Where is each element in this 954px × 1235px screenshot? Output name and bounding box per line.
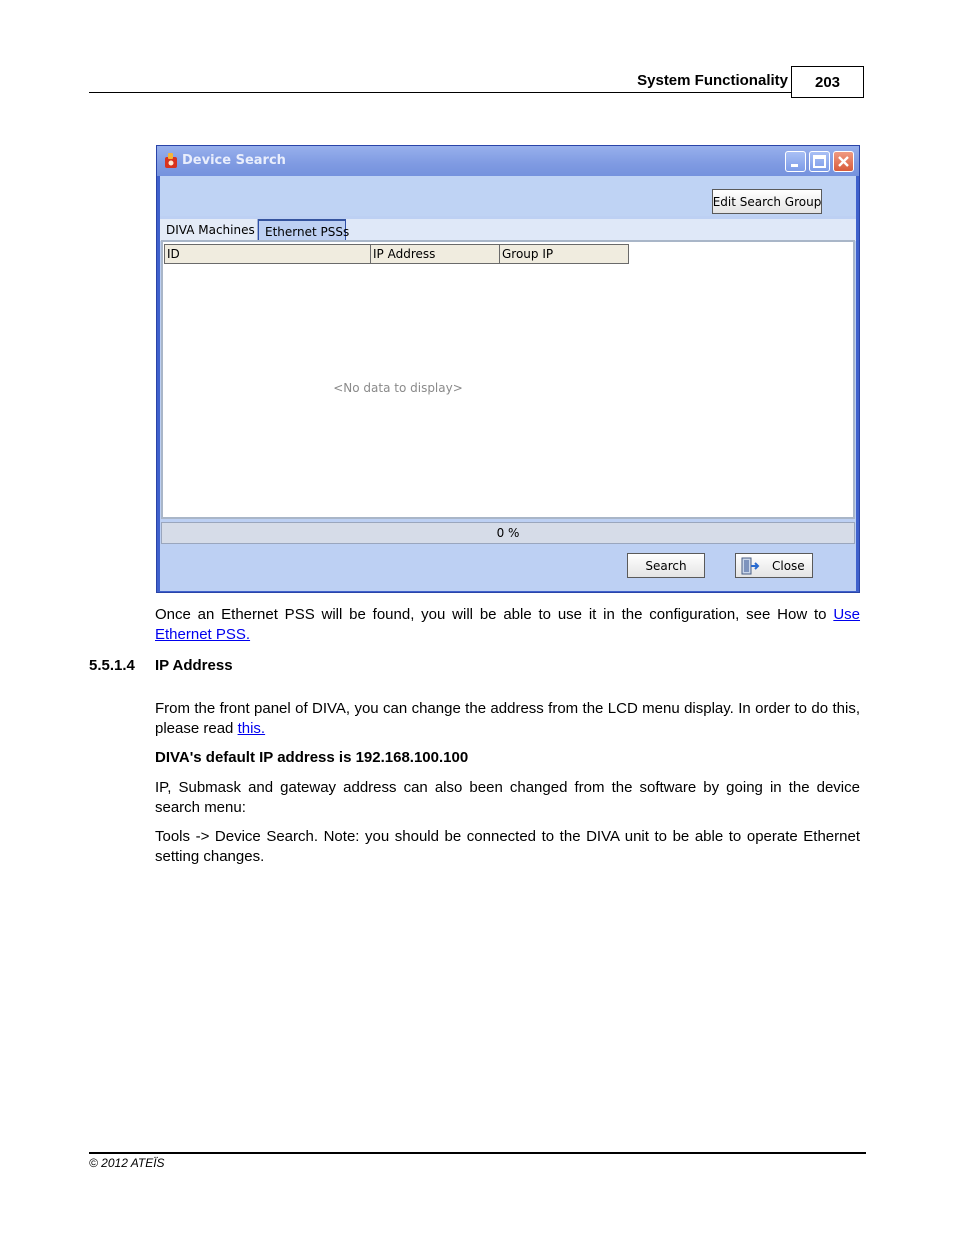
- header-rule: [89, 92, 791, 93]
- minimize-button[interactable]: [785, 151, 806, 172]
- results-grid[interactable]: [161, 240, 855, 519]
- window-title: Device Search: [182, 153, 286, 168]
- search-button[interactable]: Search: [627, 553, 705, 578]
- link-use-ethernet-pss[interactable]: Use Ethernet PSS.: [155, 606, 861, 643]
- close-button-label: Close: [772, 558, 805, 573]
- top-toolbar: [160, 176, 856, 216]
- maximize-button[interactable]: [809, 151, 830, 172]
- edit-search-group-button[interactable]: Edit Search Group: [712, 189, 822, 214]
- app-icon: [164, 153, 179, 169]
- section-heading: IP Address: [155, 657, 233, 674]
- paragraph-front-panel: [155, 699, 860, 738]
- progress-bar: 0 %: [161, 522, 855, 544]
- exit-door-icon: [740, 557, 760, 575]
- tab-ethernet-psss[interactable]: Ethernet PSSs: [258, 219, 346, 241]
- column-header-id[interactable]: ID: [164, 244, 371, 264]
- paragraph-text: From the front panel of DIVA, you can change the address from the LCD menu display. In order to do this, please read: [155, 700, 860, 737]
- column-header-ip-address[interactable]: IP Address: [370, 244, 500, 264]
- section-number: 5.5.1.4: [89, 657, 135, 674]
- close-icon: [834, 152, 853, 171]
- footer-copyright: © 2012 ATEÏS: [89, 1156, 165, 1170]
- paragraph-ethernet-pss: [155, 605, 860, 644]
- close-window-button[interactable]: [833, 151, 854, 172]
- minimize-icon: [786, 152, 805, 171]
- close-button[interactable]: [735, 553, 813, 578]
- tab-strip: [160, 219, 856, 241]
- column-header-group-ip[interactable]: Group IP: [499, 244, 629, 264]
- page-number: 203: [791, 66, 864, 98]
- default-ip-note: DIVA's default IP address is 192.168.100.100: [155, 749, 469, 766]
- empty-grid-message: <No data to display>: [333, 381, 463, 395]
- tab-diva-machines[interactable]: DIVA Machines: [160, 219, 258, 241]
- paragraph-software-change: IP, Submask and gateway address can also been changed from the software by going in the device search menu:: [155, 779, 860, 816]
- footer-rule: [89, 1152, 866, 1154]
- paragraph-tools-menu: Tools -> Device Search. Note: you should be connected to the DIVA unit to be able to operate Ethernet setting changes.: [155, 828, 860, 865]
- maximize-icon: [810, 152, 829, 171]
- running-header-title: System Functionality: [637, 72, 788, 89]
- paragraph-text: Once an Ethernet PSS will be found, you will be able to use it in the configuration, see How to: [155, 606, 827, 623]
- window-titlebar[interactable]: [157, 146, 859, 176]
- link-this[interactable]: this.: [237, 719, 266, 737]
- window-client-area: [160, 176, 856, 591]
- device-search-window: [156, 145, 860, 593]
